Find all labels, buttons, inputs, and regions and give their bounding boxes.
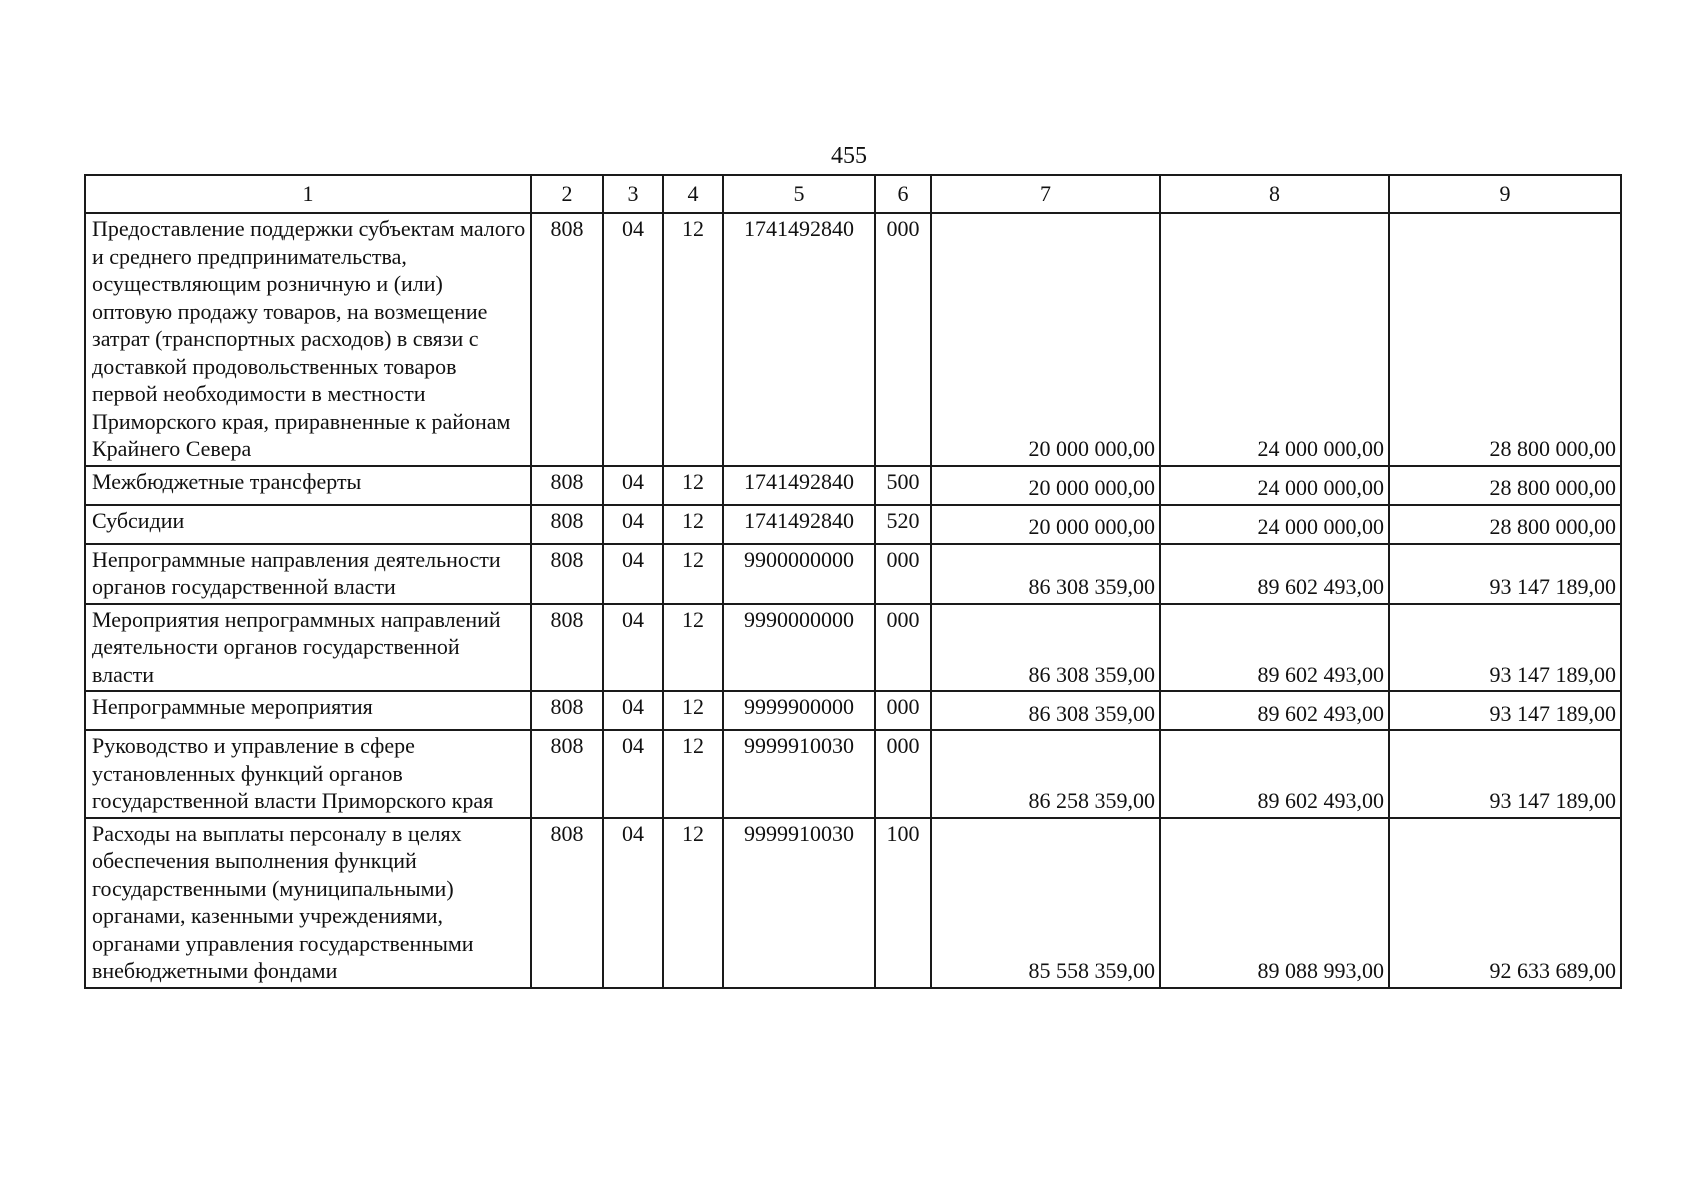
table-row bbox=[85, 818, 1621, 988]
amount-col7: 86 308 359,00 bbox=[931, 604, 1160, 692]
amount-col7: 86 308 359,00 bbox=[931, 691, 1160, 730]
subsection-code: 12 bbox=[663, 730, 723, 818]
section-code: 04 bbox=[603, 505, 663, 544]
expense-type-code: 000 bbox=[875, 604, 931, 692]
column-header: 9 bbox=[1389, 175, 1621, 213]
amount-col7: 20 000 000,00 bbox=[931, 466, 1160, 505]
amount-col9: 92 633 689,00 bbox=[1389, 818, 1621, 988]
subsection-code: 12 bbox=[663, 466, 723, 505]
amount-col9: 93 147 189,00 bbox=[1389, 730, 1621, 818]
subsection-code: 12 bbox=[663, 818, 723, 988]
table-row bbox=[85, 604, 1621, 692]
ministry-code: 808 bbox=[531, 466, 603, 505]
section-code: 04 bbox=[603, 604, 663, 692]
budget-table bbox=[84, 174, 1622, 989]
section-code: 04 bbox=[603, 730, 663, 818]
amount-col8: 24 000 000,00 bbox=[1160, 213, 1389, 466]
subsection-code: 12 bbox=[663, 691, 723, 730]
amount-col7: 20 000 000,00 bbox=[931, 213, 1160, 466]
column-header: 3 bbox=[603, 175, 663, 213]
section-code: 04 bbox=[603, 466, 663, 505]
ministry-code: 808 bbox=[531, 505, 603, 544]
amount-col7: 86 258 359,00 bbox=[931, 730, 1160, 818]
amount-col7: 85 558 359,00 bbox=[931, 818, 1160, 988]
ministry-code: 808 bbox=[531, 818, 603, 988]
column-header: 6 bbox=[875, 175, 931, 213]
column-header: 5 bbox=[723, 175, 875, 213]
amount-col9: 28 800 000,00 bbox=[1389, 505, 1621, 544]
amount-col8: 24 000 000,00 bbox=[1160, 466, 1389, 505]
amount-col9: 93 147 189,00 bbox=[1389, 544, 1621, 604]
expense-name: Расходы на выплаты персоналу в целях обеспечения выполнения функций государственными (муниципальными) органами, казенными учреждениями, органами управления государственными внебюджетными фондами bbox=[85, 818, 531, 988]
expense-type-code: 000 bbox=[875, 213, 931, 466]
target-article-code: 9999910030 bbox=[723, 730, 875, 818]
section-code: 04 bbox=[603, 213, 663, 466]
expense-name: Непрограммные направления деятельности органов государственной власти bbox=[85, 544, 531, 604]
ministry-code: 808 bbox=[531, 691, 603, 730]
column-number-row bbox=[85, 175, 1621, 213]
amount-col8: 89 088 993,00 bbox=[1160, 818, 1389, 988]
expense-type-code: 520 bbox=[875, 505, 931, 544]
table-row bbox=[85, 730, 1621, 818]
column-header: 2 bbox=[531, 175, 603, 213]
target-article-code: 1741492840 bbox=[723, 213, 875, 466]
amount-col8: 89 602 493,00 bbox=[1160, 730, 1389, 818]
target-article-code: 9990000000 bbox=[723, 604, 875, 692]
table-row bbox=[85, 505, 1621, 544]
subsection-code: 12 bbox=[663, 213, 723, 466]
ministry-code: 808 bbox=[531, 544, 603, 604]
subsection-code: 12 bbox=[663, 505, 723, 544]
table-row bbox=[85, 544, 1621, 604]
amount-col8: 89 602 493,00 bbox=[1160, 691, 1389, 730]
column-header: 4 bbox=[663, 175, 723, 213]
expense-name: Мероприятия непрограммных направлений деятельности органов государственной власти bbox=[85, 604, 531, 692]
target-article-code: 1741492840 bbox=[723, 466, 875, 505]
target-article-code: 1741492840 bbox=[723, 505, 875, 544]
expense-type-code: 000 bbox=[875, 544, 931, 604]
expense-type-code: 000 bbox=[875, 730, 931, 818]
amount-col9: 93 147 189,00 bbox=[1389, 691, 1621, 730]
section-code: 04 bbox=[603, 818, 663, 988]
expense-type-code: 000 bbox=[875, 691, 931, 730]
amount-col8: 24 000 000,00 bbox=[1160, 505, 1389, 544]
page-number: 455 bbox=[831, 143, 867, 169]
subsection-code: 12 bbox=[663, 604, 723, 692]
section-code: 04 bbox=[603, 691, 663, 730]
expense-name: Непрограммные мероприятия bbox=[85, 691, 531, 730]
expense-type-code: 100 bbox=[875, 818, 931, 988]
table-row bbox=[85, 691, 1621, 730]
amount-col9: 28 800 000,00 bbox=[1389, 466, 1621, 505]
section-code: 04 bbox=[603, 544, 663, 604]
amount-col7: 86 308 359,00 bbox=[931, 544, 1160, 604]
amount-col9: 28 800 000,00 bbox=[1389, 213, 1621, 466]
table-row bbox=[85, 466, 1621, 505]
column-header: 8 bbox=[1160, 175, 1389, 213]
target-article-code: 9999910030 bbox=[723, 818, 875, 988]
amount-col8: 89 602 493,00 bbox=[1160, 604, 1389, 692]
amount-col8: 89 602 493,00 bbox=[1160, 544, 1389, 604]
expense-name: Субсидии bbox=[85, 505, 531, 544]
ministry-code: 808 bbox=[531, 213, 603, 466]
column-header: 1 bbox=[85, 175, 531, 213]
ministry-code: 808 bbox=[531, 730, 603, 818]
target-article-code: 9999900000 bbox=[723, 691, 875, 730]
amount-col7: 20 000 000,00 bbox=[931, 505, 1160, 544]
column-header: 7 bbox=[931, 175, 1160, 213]
subsection-code: 12 bbox=[663, 544, 723, 604]
expense-name: Межбюджетные трансферты bbox=[85, 466, 531, 505]
table-row bbox=[85, 213, 1621, 466]
ministry-code: 808 bbox=[531, 604, 603, 692]
amount-col9: 93 147 189,00 bbox=[1389, 604, 1621, 692]
expense-name: Руководство и управление в сфере установленных функций органов государственной власти Приморского края bbox=[85, 730, 531, 818]
target-article-code: 9900000000 bbox=[723, 544, 875, 604]
expense-type-code: 500 bbox=[875, 466, 931, 505]
expense-name: Предоставление поддержки субъектам малого и среднего предпринимательства, осуществляющим розничную и (или) оптовую продажу товаров, на возмещение затрат (транспортных расходов) в связи с доставкой продовольственных товаров первой необходимости в местности Приморского края, приравненные к районам Крайнего Севера bbox=[85, 213, 531, 466]
